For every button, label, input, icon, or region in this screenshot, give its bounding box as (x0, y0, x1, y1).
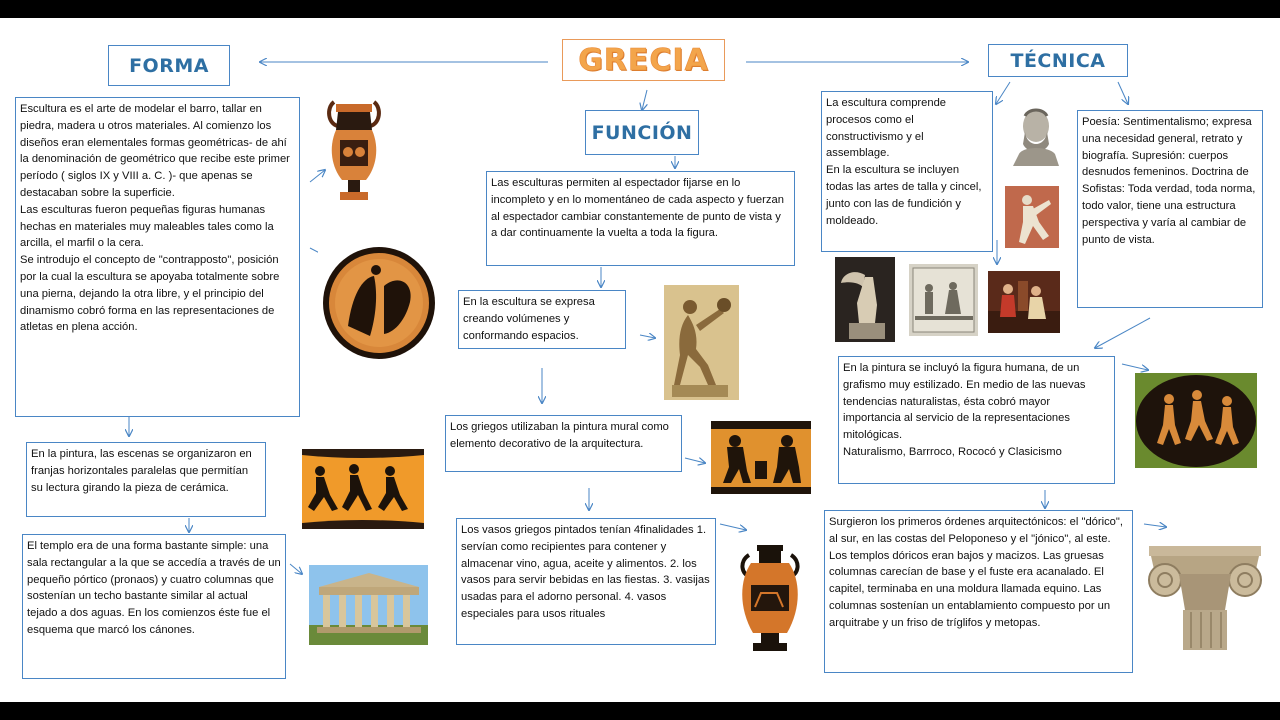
forma-templo-p: El templo era de una forma bastante simple: una sala rectangular a la que se accedía a través de un pequeño pórtico (pronaos) y cuatro columnas que sostenían un techo bastante similar al actual tejado a dos aguas. En los comienzos éste fue el esquema que marcó los cánones. (27, 540, 281, 636)
painting-scene-image (988, 271, 1060, 333)
statue-red-bg-image (1005, 186, 1059, 248)
funcion-pintura-mural-p: Los griegos utilizaban la pintura mural como elemento decorativo de la arquitectura. (450, 421, 669, 450)
forma-escultura-p1: Escultura es el arte de modelar el barro, tallar en piedra, madera u otros materiales. Al comienzo los diseños eran elementales formas geométricas- de ahí la denominación de geométrico que recibe este primer período ( siglos IX y VIII a. C. )- que apenas se destacaban sobre la superficie. (20, 103, 290, 199)
tecnica-ordenes-text (824, 510, 1133, 673)
forma-escultura-p2: Las esculturas fueron pequeñas figuras humanas hechas en materiales muy maleables tales como la arcilla, el marfil o la cera. (20, 203, 274, 250)
plate-sphinx-image (318, 246, 440, 361)
tecnica-poesia-text (1077, 110, 1263, 308)
achilles-ajax-vase-image (711, 421, 811, 494)
bowl-dancers-image (1135, 373, 1257, 468)
tecnica-heading: TÉCNICA (988, 44, 1128, 77)
winged-victory-image (835, 257, 895, 342)
tecnica-pintura-text (838, 356, 1115, 484)
tecnica-escultura-text (821, 91, 993, 252)
bust-image (1009, 104, 1064, 166)
ionic-capital-image (1145, 540, 1265, 652)
engraving-scene-image (909, 264, 978, 336)
funcion-volumenes-text (458, 290, 626, 349)
funcion-esculturas-p: Las esculturas permiten al espectador fijarse en lo incompleto y en lo momentáneo de cada aspecto y fuerzan al espectador cambiar constantemente de punto de vista y a dar continuamente la vuelta a toda la figura. (491, 177, 784, 240)
tecnica-poesia-p: Poesía: Sentimentalismo; expresa una necesidad general, retrato y biografía. Supresión: cuerpos desnudos femeninos. Doctrina de Sofistas: Toda verdad, toda norma, todo valor, tiene una estructura perspectiva y varía al cambiar de punto de vista. (1082, 116, 1256, 246)
tecnica-ordenes-p1: Surgieron los primeros órdenes arquitectónicos: el "dórico", al sur, en las costas del Peloponeso y el "jónico", al este. (829, 516, 1123, 545)
discobolus-image (664, 285, 739, 400)
funcion-vasos-p: Los vasos griegos pintados tenían 4finalidades 1. servían como recipientes para contener y almacenar vino, agua, aceite y alimentos. 2. los vasos para servir bebidas en las fiestas. 3. vasijas usadas para el adorno personal. 4. vasos especiales para usos rituales (461, 524, 710, 620)
forma-escultura-p3: Se introdujo el concepto de "contrapposto", posición por la cual la escultura se apoyaba totalmente sobre una pierna, dejando la otra libre, y el principio del dinamismo cobró forma en las representaciones de atletas en plena acción. (20, 254, 280, 334)
tecnica-pintura-p2: Naturalismo, Barrroco, Rococó y Clasicismo (843, 445, 1062, 458)
krater-vase-image (326, 96, 382, 208)
erechtheion-temple-image (309, 565, 428, 645)
concept-map-slide (0, 18, 1280, 702)
amphora-image (733, 541, 807, 656)
forma-pintura-p: En la pintura, las escenas se organizaron en franjas horizontales paralelas que permitían su lectura girando la pieza de cerámica. (31, 448, 252, 494)
tecnica-pintura-p1: En la pintura se incluyó la figura humana, de un grafismo muy estilizado. En medio de las nuevas tendencias naturalistas, ésta cobró mayor importancia al servicio de la representaciones mitológicas. (843, 362, 1086, 442)
tecnica-escultura-p1: La escultura comprende procesos como el constructivismo y el assemblage. (826, 97, 947, 160)
forma-escultura-text (15, 97, 300, 417)
funcion-pintura-mural-text (445, 415, 682, 472)
funcion-heading: FUNCIÓN (585, 110, 699, 155)
tecnica-escultura-p2: En la escultura se incluyen todas las artes de talla y cincel, junto con las de fundición y moldeado. (826, 164, 982, 227)
funcion-volumenes-p: En la escultura se expresa creando volúmenes y conformando espacios. (463, 296, 595, 342)
funcion-esculturas-text (486, 171, 795, 266)
tecnica-ordenes-p2: Los templos dóricos eran bajos y macizos. Las gruesas columnas carecían de base y el fuste era acanalado. El capitel, terminaba en una moldura llamada equino. Las columnas sostenían un entablamiento compuesto por un arquitrabe y un friso de tríglifos y metopas. (829, 549, 1111, 629)
funcion-vasos-text (456, 518, 716, 645)
forma-heading: FORMA (108, 45, 230, 86)
main-title: GRECIA (562, 39, 725, 81)
forma-templo-text (22, 534, 286, 679)
forma-pintura-text (26, 442, 266, 517)
running-athletes-image (302, 449, 424, 529)
